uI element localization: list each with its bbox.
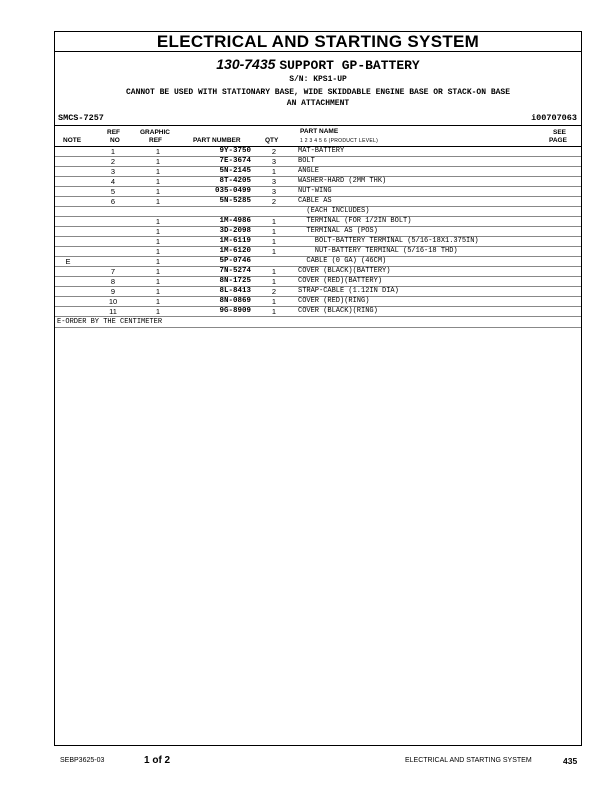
qty-cell: 1 — [271, 277, 277, 286]
part-name-cell: WASHER-HARD (2MM THK) — [298, 177, 387, 185]
ref-cell: 1 — [110, 147, 116, 156]
ref-cell: 5 — [110, 187, 116, 196]
part-name-cell: TERMINAL (FOR 1/2IN BOLT) — [298, 217, 412, 225]
table-row — [55, 167, 581, 177]
part-number-cell: 9G-8909 — [219, 307, 251, 315]
graphic-ref-cell: 1 — [155, 177, 161, 186]
qty-cell: 3 — [271, 177, 277, 186]
qty-cell: 1 — [271, 227, 277, 236]
part-number-cell: 7E-3674 — [219, 157, 251, 165]
table-row — [55, 297, 581, 307]
ref-cell: 2 — [110, 157, 116, 166]
part-name-cell: COVER (BLACK)(BATTERY) — [298, 267, 391, 275]
graphic-ref-cell: 1 — [155, 247, 161, 256]
table-row — [55, 247, 581, 257]
col-graphic-bottom: REF — [149, 137, 162, 144]
part-number-cell: 1M-4986 — [219, 217, 251, 225]
qty-cell: 2 — [271, 197, 277, 206]
graphic-ref-cell: 1 — [155, 297, 161, 306]
part-number-cell: 8N-0869 — [219, 297, 251, 305]
col-ref-top: REF — [107, 129, 120, 136]
table-row — [55, 177, 581, 187]
usage-note — [55, 87, 581, 109]
group-title — [55, 57, 581, 73]
table-row — [55, 287, 581, 297]
group-part-number: 130-7435 — [216, 56, 276, 72]
table-row — [55, 227, 581, 237]
meta-row — [55, 113, 581, 125]
graphic-ref-cell: 1 — [155, 187, 161, 196]
part-name-cell: BOLT-BATTERY TERMINAL (5/16-18X1.375IN) — [298, 237, 479, 245]
qty-cell: 1 — [271, 167, 277, 176]
table-row — [55, 237, 581, 247]
smcs-code: SMCS-7257 — [58, 113, 104, 123]
page-number: 435 — [563, 756, 578, 766]
graphic-ref-cell: 1 — [155, 237, 161, 246]
part-name-cell: NUT-BATTERY TERMINAL (5/16-18 THD) — [298, 247, 458, 255]
ref-cell: 7 — [110, 267, 116, 276]
part-number-cell: 7N-5274 — [219, 267, 251, 275]
qty-cell: 1 — [271, 297, 277, 306]
graphic-ref-cell: 1 — [155, 227, 161, 236]
page-of-count: 1 of 2 — [144, 755, 171, 766]
table-row — [55, 307, 581, 317]
table-row — [55, 277, 581, 287]
col-see-top: SEE — [553, 129, 567, 136]
ref-cell: 11 — [109, 307, 117, 316]
publication-number: SEBP3625-03 — [60, 757, 105, 764]
part-name-cell: COVER (RED)(RING) — [298, 297, 370, 305]
table-row — [55, 187, 581, 197]
graphic-ref-cell: 1 — [155, 217, 161, 226]
usage-note-line-1: CANNOT BE USED WITH STATIONARY BASE, WIDE SKIDDABLE ENGINE BASE OR STACK-ON BASE — [125, 88, 511, 97]
graphic-ref-cell: 1 — [155, 267, 161, 276]
qty-cell: 3 — [271, 157, 277, 166]
ref-cell: 3 — [110, 167, 116, 176]
table-row — [55, 197, 581, 207]
table-row — [55, 267, 581, 277]
part-number-cell: 8T-4205 — [219, 177, 251, 185]
graphic-ref-cell: 1 — [155, 257, 161, 266]
col-level-sequence: 1 2 3 4 5 6 (PRODUCT LEVEL) — [300, 138, 379, 144]
qty-cell: 3 — [271, 187, 277, 196]
note-cell: E — [65, 257, 71, 266]
graphic-ref-cell: 1 — [155, 287, 161, 296]
footer-system-title: ELECTRICAL AND STARTING SYSTEM — [405, 757, 532, 764]
part-name-cell: (EACH INCLUDES) — [298, 207, 370, 215]
part-name-cell: TERMINAL AS (POS) — [298, 227, 378, 235]
part-number-cell: 1M-6120 — [219, 247, 251, 255]
parts-page-frame — [54, 31, 582, 746]
page-footer — [54, 754, 582, 768]
part-number-cell: 5N-2145 — [219, 167, 251, 175]
part-name-cell: COVER (BLACK)(RING) — [298, 307, 378, 315]
part-name-cell: COVER (RED)(BATTERY) — [298, 277, 383, 285]
graphic-ref-cell: 1 — [155, 277, 161, 286]
qty-cell: 1 — [271, 267, 277, 276]
table-header — [55, 125, 581, 147]
col-ref-bottom: NO — [110, 137, 120, 144]
parts-table-body — [55, 147, 581, 317]
ref-cell: 6 — [110, 197, 116, 206]
part-number-cell: 8N-1725 — [219, 277, 251, 285]
system-title: ELECTRICAL AND STARTING SYSTEM — [55, 32, 581, 52]
col-note: NOTE — [63, 137, 82, 144]
part-number-cell: 035-0499 — [214, 187, 251, 195]
group-name: SUPPORT GP-BATTERY — [279, 58, 420, 73]
part-name-cell: MAT-BATTERY — [298, 147, 345, 155]
ref-cell: 8 — [110, 277, 116, 286]
table-row — [55, 217, 581, 227]
part-name-cell: CABLE AS — [298, 197, 332, 205]
part-name-cell: STRAP-CABLE (1.12IN DIA) — [298, 287, 399, 295]
part-number-cell: 8L-8413 — [219, 287, 251, 295]
col-graphic-top: GRAPHIC — [140, 129, 170, 136]
part-number-cell: 5N-5285 — [219, 197, 251, 205]
part-name-cell: CABLE (0 GA) (46CM) — [298, 257, 387, 265]
graphic-ref-cell: 1 — [155, 197, 161, 206]
graphic-ref-cell: 1 — [155, 167, 161, 176]
table-row — [55, 157, 581, 167]
table-row — [55, 207, 581, 217]
col-see-bottom: PAGE — [549, 137, 567, 144]
col-part-number: PART NUMBER — [193, 137, 241, 144]
table-row — [55, 257, 581, 267]
table-row — [55, 147, 581, 157]
graphic-ref-cell: 1 — [155, 307, 161, 316]
qty-cell: 1 — [271, 307, 277, 316]
serial-range: S/N: KPS1-UP — [289, 75, 347, 84]
usage-note-line-2: AN ATTACHMENT — [286, 99, 350, 108]
part-number-cell: 3D-2098 — [219, 227, 251, 235]
part-number-cell: 5P-0746 — [219, 257, 251, 265]
illustration-id: i00707063 — [531, 113, 577, 123]
qty-cell: 1 — [271, 247, 277, 256]
qty-cell: 1 — [271, 217, 277, 226]
col-qty: QTY — [265, 137, 279, 144]
part-name-cell: ANGLE — [298, 167, 320, 175]
ref-cell: 10 — [108, 297, 118, 306]
qty-cell: 2 — [271, 147, 277, 156]
qty-cell: 1 — [271, 237, 277, 246]
footnote: E-ORDER BY THE CENTIMETER — [55, 317, 581, 328]
part-name-cell: NUT-WING — [298, 187, 332, 195]
graphic-ref-cell: 1 — [155, 157, 161, 166]
part-name-cell: BOLT — [298, 157, 315, 165]
qty-cell: 2 — [271, 287, 277, 296]
part-number-cell: 1M-6119 — [219, 237, 251, 245]
col-part-name: PART NAME — [300, 128, 339, 135]
ref-cell: 9 — [110, 287, 116, 296]
ref-cell: 4 — [110, 177, 116, 186]
graphic-ref-cell: 1 — [155, 147, 161, 156]
part-number-cell: 9Y-3750 — [219, 147, 251, 155]
